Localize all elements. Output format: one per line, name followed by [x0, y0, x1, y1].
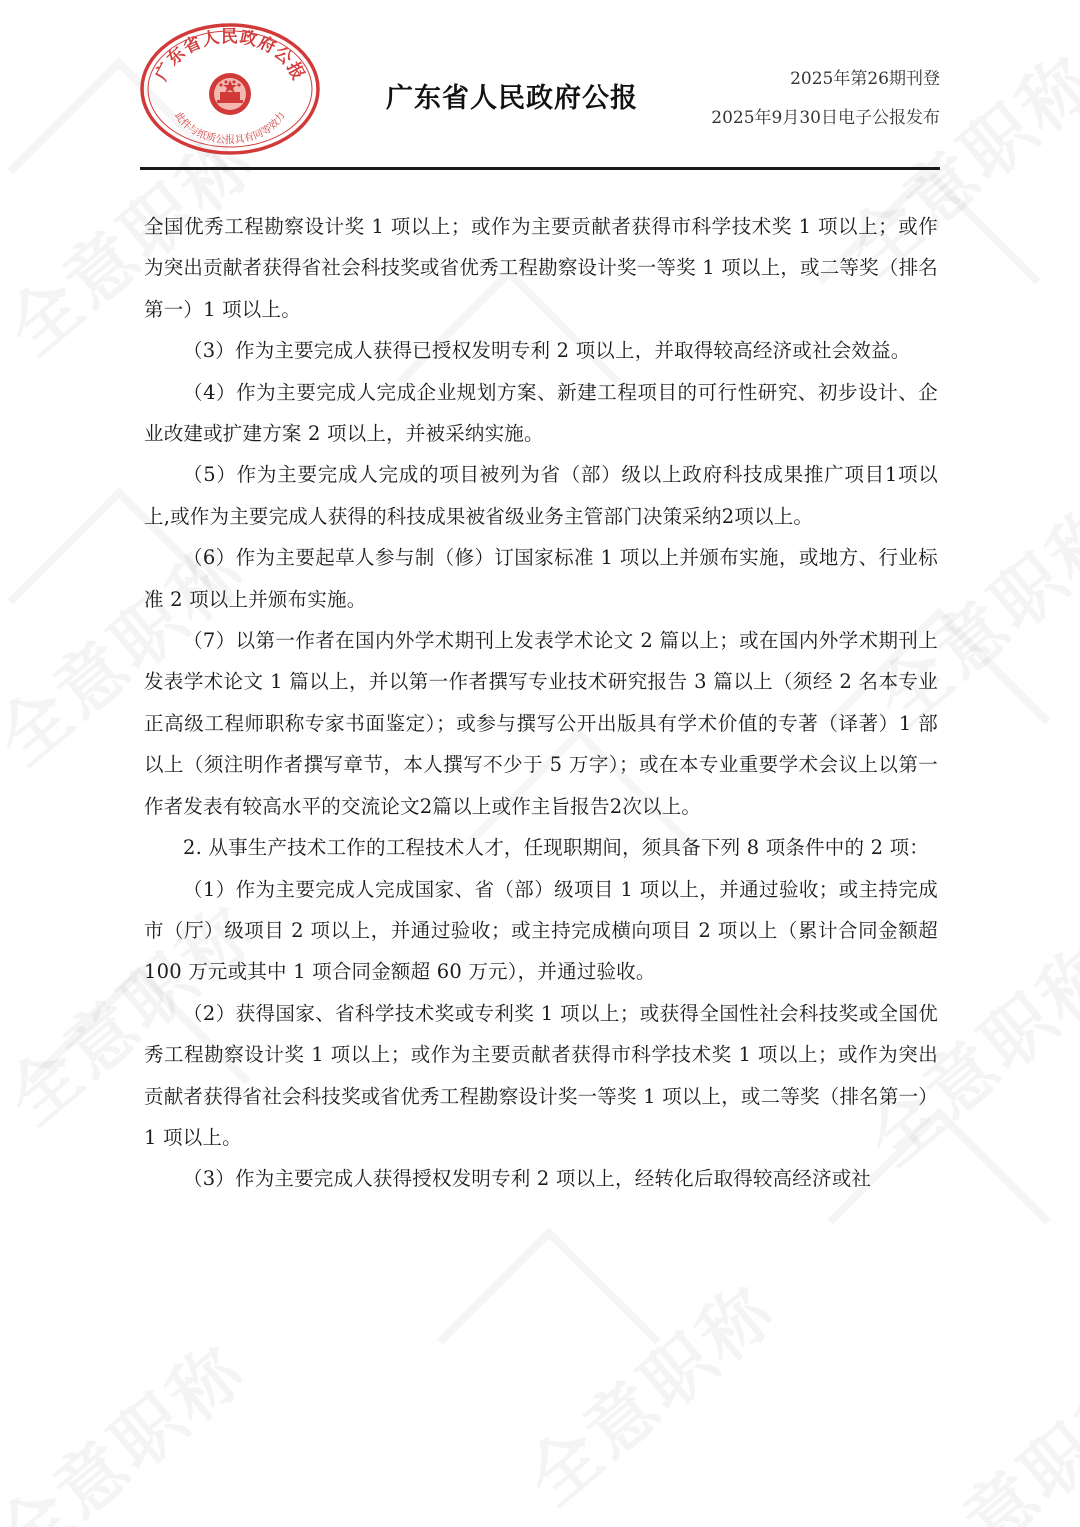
header-divider — [140, 167, 940, 170]
watermark-chevron — [437, 1227, 660, 1450]
paragraph: （4）作为主要完成人完成企业规划方案、新建工程项目的可行性研究、初步设计、企业改建或扩建方案 2 项以上，并被采纳实施。 — [144, 380, 938, 446]
official-seal-icon — [138, 20, 322, 158]
paragraph: 2. 从事生产技术工作的工程技术人才，任现职期间，须具备下列 8 项条件中的 2 项： — [183, 836, 930, 860]
gazette-title: 广东省人民政府公报 — [386, 83, 638, 114]
paragraph: （1）作为主要完成人完成国家、省（部）级项目 1 项以上，并通过验收；或主持完成市（厅）级项目 2 项以上，并通过验收；或主持完成横向项目 2 项以上（累计合同金额超 100 万元或其中 1 项合同金额超 60 万元），并通过验收。 — [144, 877, 938, 984]
paragraph: （5）作为主要完成人完成的项目被列为省（部）级以上政府科技成果推广项目1项以上,或作为主要完成人获得的科技成果被省级业务主管部门决策采纳2项以上。 — [144, 463, 938, 528]
paragraph: （6）作为主要起草人参与制（修）订国家标准 1 项以上并颁布实施，或地方、行业标准 2 项以上并颁布实施。 — [144, 546, 938, 611]
seal-bottom-text: 此件与纸质公报具有同等效力 — [172, 110, 288, 147]
publish-date-line: 2025年9月30日电子公报发布 — [711, 108, 940, 128]
watermark-text — [0, 1317, 264, 1527]
paragraph: （3）作为主要完成人获得授权发明专利 2 项以上，经转化后取得较高经济或社 — [183, 1167, 872, 1191]
watermark-text — [502, 1257, 794, 1525]
gazette-header — [0, 0, 1080, 172]
paragraph: 全国优秀工程勘察设计奖 1 项以上；或作为主要贡献者获得市科学技术奖 1 项以上；或作为突出贡献者获得省社会科技奖或省优秀工程勘察设计奖一等奖 1 项以上，或二等奖（排名第一）1 项以上。 — [144, 215, 938, 321]
paragraph: （7）以第一作者在国内外学术期刊上发表学术论文 2 篇以上；或在国内外学术期刊上发表学术论文 1 篇以上，并以第一作者撰写专业技术研究报告 3 篇以上（须经 2 名本专业正高级工程师职称专家书面鉴定）；或参与撰写公开出版具有学术价值的专著（译著）1 部以上（须注明作者撰写章节，本人撰写不少于 5 万字）；或在本专业重要学术会议上以第一作者发表有较高水平的交流论文2篇以上或作主旨报告2次以上。 — [144, 629, 938, 818]
watermark-text — [882, 1347, 1080, 1527]
seal-top-text: 广东省人民政府公报 — [151, 27, 309, 85]
paragraph: （2）获得国家、省科学技术奖或专利奖 1 项以上；或获得全国性社会科技奖或全国优秀工程勘察设计奖 1 项以上；或作为主要贡献者获得市科学技术奖 1 项以上；或作为突出贡献者获得省社会科技奖或省优秀工程勘察设计奖一等奖 1 项以上，或二等奖（排名第一）1 项以上。 — [144, 1001, 938, 1149]
paragraph: （3）作为主要完成人获得已授权发明专利 2 项以上，并取得较高经济或社会效益。 — [183, 339, 911, 363]
issue-line: 2025年第26期刊登 — [790, 69, 940, 89]
document-body — [144, 206, 938, 1200]
